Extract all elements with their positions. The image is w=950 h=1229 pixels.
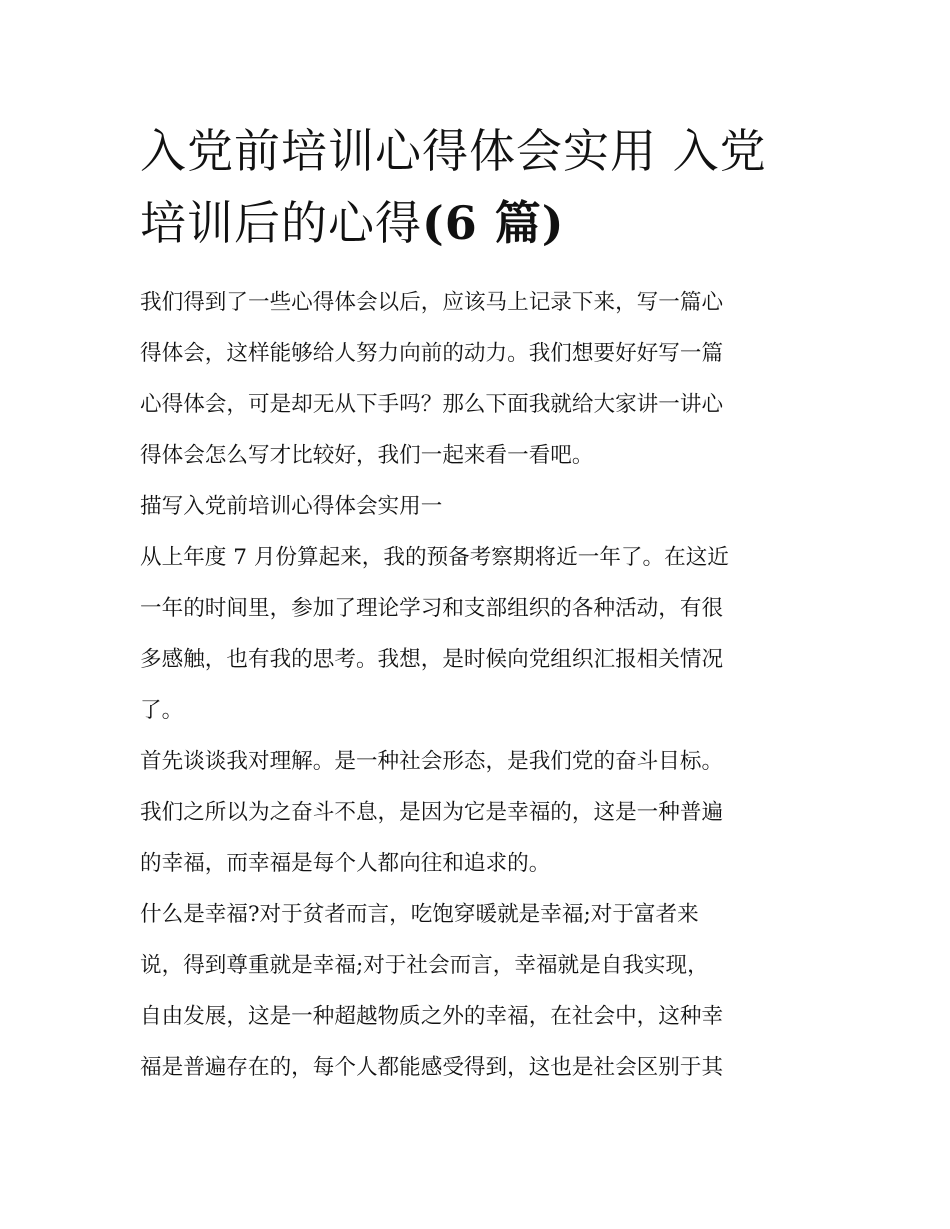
text-line: 自由发展，这是一种超越物质之外的幸福，在社会中，这种幸 xyxy=(140,1004,724,1029)
title-line-1: 入党前培训心得体会实用 入党 xyxy=(140,124,767,178)
text-line: 多感触，也有我的思考。我想，是时候向党组织汇报相关情况 xyxy=(140,647,724,672)
document-title xyxy=(140,115,815,259)
section-heading xyxy=(140,481,815,532)
paragraph-3 xyxy=(140,889,815,1093)
title-line-2 xyxy=(140,187,815,259)
text-line: 什么是幸福?对于贫者而言，吃饱穿暖就是幸福;对于富者来 xyxy=(140,902,699,927)
paragraph-1 xyxy=(140,532,815,736)
text-line: 从上年度 7 月份算起来，我的预备考察期将近一年了。在这近 xyxy=(140,545,729,570)
text-line: 心得体会，可是却无从下手吗？那么下面我就给大家讲一讲心 xyxy=(140,392,724,417)
text-line: 福是普遍存在的，每个人都能感受得到，这也是社会区别于其 xyxy=(140,1055,724,1080)
document-body xyxy=(140,277,815,1093)
text-line: 描写入党前培训心得体会实用一 xyxy=(140,494,443,519)
text-line: 了。 xyxy=(140,698,184,723)
text-line: 说，得到尊重就是幸福;对于社会而言，幸福就是自我实现， xyxy=(140,953,709,978)
paragraph-intro xyxy=(140,277,815,481)
text-line: 我们得到了一些心得体会以后，应该马上记录下来，写一篇心 xyxy=(140,290,724,315)
paragraph-2 xyxy=(140,736,815,889)
text-line: 得体会，这样能够给人努力向前的动力。我们想要好好写一篇 xyxy=(140,341,724,366)
text-line: 得体会怎么写才比较好，我们一起来看一看吧。 xyxy=(140,443,594,468)
text-line: 一年的时间里，参加了理论学习和支部组织的各种活动，有很 xyxy=(140,596,724,621)
title-line-2-paren: (6 篇) xyxy=(422,196,565,250)
text-line: 我们之所以为之奋斗不息，是因为它是幸福的，这是一种普遍 xyxy=(140,800,724,825)
text-line: 首先谈谈我对理解。是一种社会形态，是我们党的奋斗目标。 xyxy=(140,749,724,774)
title-line-2-text: 培训后的心得 xyxy=(140,196,422,250)
document-content xyxy=(140,115,815,1093)
text-line: 的幸福，而幸福是每个人都向往和追求的。 xyxy=(140,851,551,876)
